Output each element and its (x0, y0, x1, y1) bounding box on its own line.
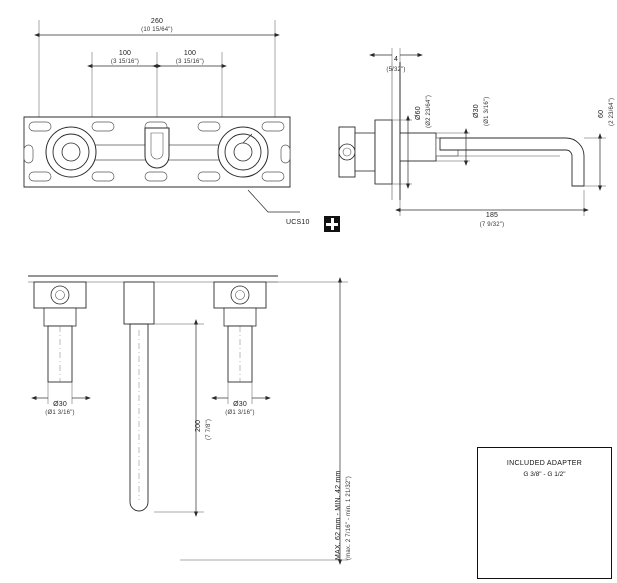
included-adapter-spec: G 3/8" - G 1/2" (523, 471, 566, 478)
dim-wall-depth-range: MAX. 62 mm - MIN. 42 mm (335, 470, 342, 560)
dim-spout-projection-inch: (7 9/32") (479, 222, 505, 228)
dim-spout-projection: 185 (485, 212, 499, 219)
dim-plate-thickness: 4 (393, 56, 399, 63)
dim-total-width-inch: (10 15/64") (141, 27, 173, 33)
dim-escutcheon-dia: Ø60 (415, 106, 422, 120)
dim-spout-height: 60 (598, 109, 605, 118)
view-bottom-front (28, 276, 348, 560)
dim-left-span-inch: (3 15/16") (110, 59, 140, 65)
plus-square-icon (324, 216, 340, 232)
dim-escutcheon-dia-inch: (Ø2 23/64") (426, 94, 432, 128)
callout-ucs-code: UCS10 (286, 219, 310, 226)
dim-valve-dia-right: Ø30 (233, 401, 247, 408)
included-adapter-title: INCLUDED ADAPTER (506, 460, 583, 467)
dim-left-span: 100 (118, 50, 132, 57)
dim-valve-dia-right-inch: (Ø1 3/16") (225, 410, 255, 416)
dim-total-width-mm: 260 (150, 18, 164, 25)
dim-spout-height-inch: (2 23/64") (609, 97, 615, 126)
dim-right-span-inch: (3 15/16") (175, 59, 205, 65)
dim-wall-depth-range-inch: (max. 2 7/16" - min. 1 21/32") (346, 476, 352, 560)
included-adapter-box (477, 447, 612, 579)
dim-spout-length-inch: (7 7/8") (206, 418, 212, 440)
dim-plate-thickness-inch: (5/32") (386, 67, 406, 73)
dim-valve-dia-left-inch: (Ø1 3/16") (45, 410, 75, 416)
dim-body-dia-side-inch: (Ø1 3/16") (484, 96, 490, 126)
dim-spout-length: 200 (195, 419, 202, 432)
view-front-top (24, 20, 300, 212)
dim-body-dia-side: Ø30 (473, 104, 480, 118)
dim-valve-dia-left: Ø30 (53, 401, 67, 408)
dim-right-span: 100 (183, 50, 197, 57)
